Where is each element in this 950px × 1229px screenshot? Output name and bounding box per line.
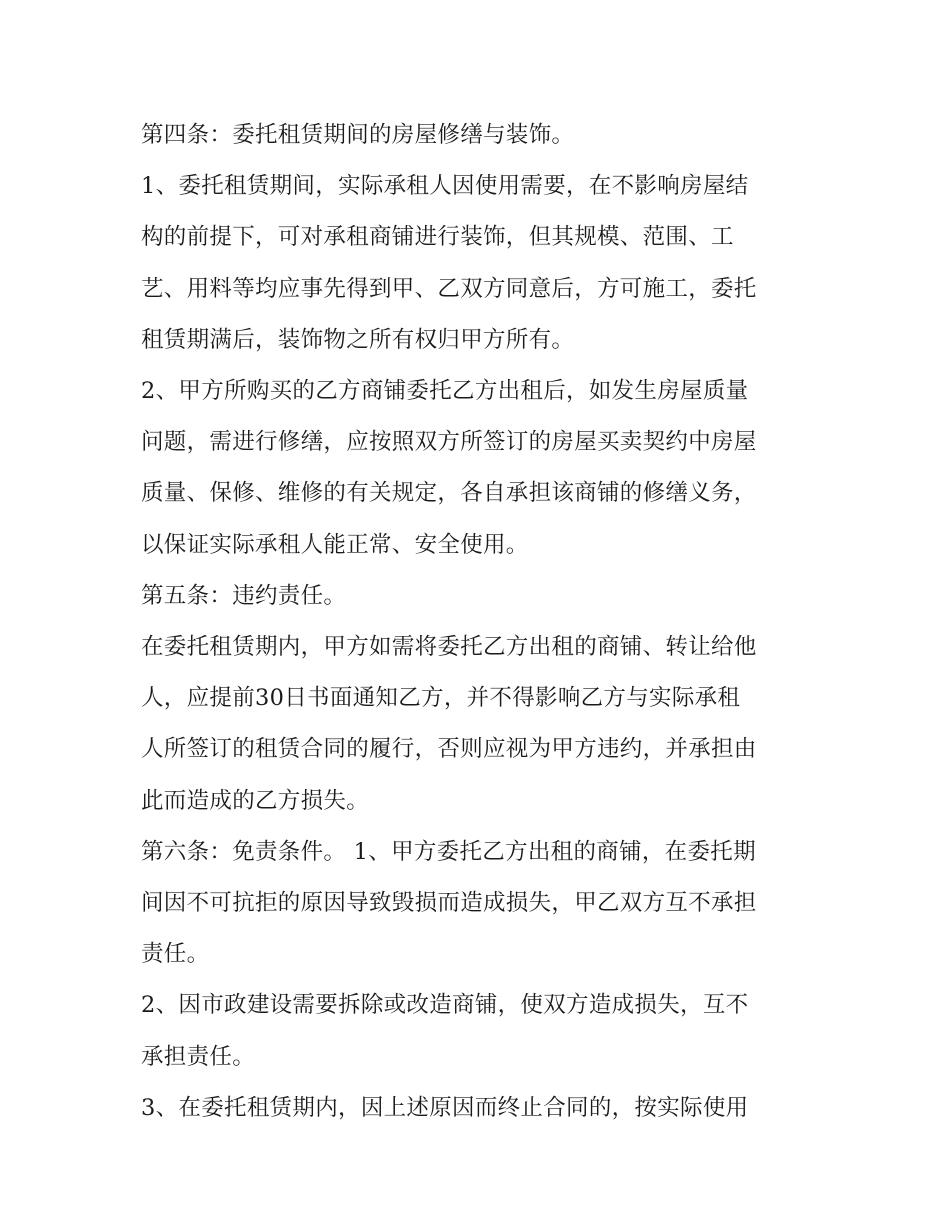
article-6-clause-1-line-3: 责任。 [141, 941, 210, 968]
article-4-clause-1-line-3: 艺、用料等均应事先得到甲、乙双方同意后，方可施工，委托 [141, 275, 757, 302]
article-4-clause-1-line-4: 租赁期满后，装饰物之所有权归甲方所有。 [141, 326, 575, 353]
article-5-body-line-4: 此而造成的乙方损失。 [141, 787, 370, 814]
article-4-clause-2-line-2: 问题，需进行修缮，应按照双方所签订的房屋买卖契约中房屋 [141, 429, 757, 456]
article-5-body-line-2: 人，应提前30日书面通知乙方，并不得影响乙方与实际承租 [141, 685, 741, 712]
article-5-heading: 第五条：违约责任。 [141, 582, 347, 609]
article-5-body-line-3: 人所签订的租赁合同的履行，否则应视为甲方违约，并承担由 [141, 736, 757, 763]
article-4-clause-2-line-3: 质量、保修、维修的有关规定，各自承担该商铺的修缮义务， [141, 480, 757, 507]
article-6-clause-2-line-2: 承担责任。 [141, 1043, 256, 1070]
article-4-clause-2-line-1: 2、甲方所购买的乙方商铺委托乙方出租后，如发生房屋质量 [141, 378, 749, 405]
article-4-heading: 第四条：委托租赁期间的房屋修缮与装饰。 [141, 122, 575, 148]
article-5-body-line-1: 在委托租赁期内，甲方如需将委托乙方出租的商铺、转让给他 [141, 634, 757, 661]
article-6-clause-2-line-1: 2、因市政建设需要拆除或改造商铺，使双方造成损失，互不 [141, 992, 749, 1019]
document-body [141, 110, 821, 1134]
article-6-clause-3-line-1: 3、在委托租赁期内，因上述原因而终止合同的，按实际使用 [141, 1094, 749, 1121]
article-4-clause-2-line-4: 以保证实际承租人能正常、安全使用。 [141, 531, 529, 558]
article-4-clause-1-line-1: 1、委托租赁期间，实际承租人因使用需要，在不影响房屋结 [141, 173, 749, 200]
article-4-clause-1-line-2: 构的前提下，可对承租商铺进行装饰，但其规模、范围、工 [141, 224, 734, 251]
article-6-clause-1-line-2: 间因不可抗拒的原因导致毁损而造成损失，甲乙双方互不承担 [141, 890, 757, 917]
article-6-heading-clause-1-line-1: 第六条：免责条件。 1、甲方委托乙方出租的商铺，在委托期 [141, 838, 756, 865]
